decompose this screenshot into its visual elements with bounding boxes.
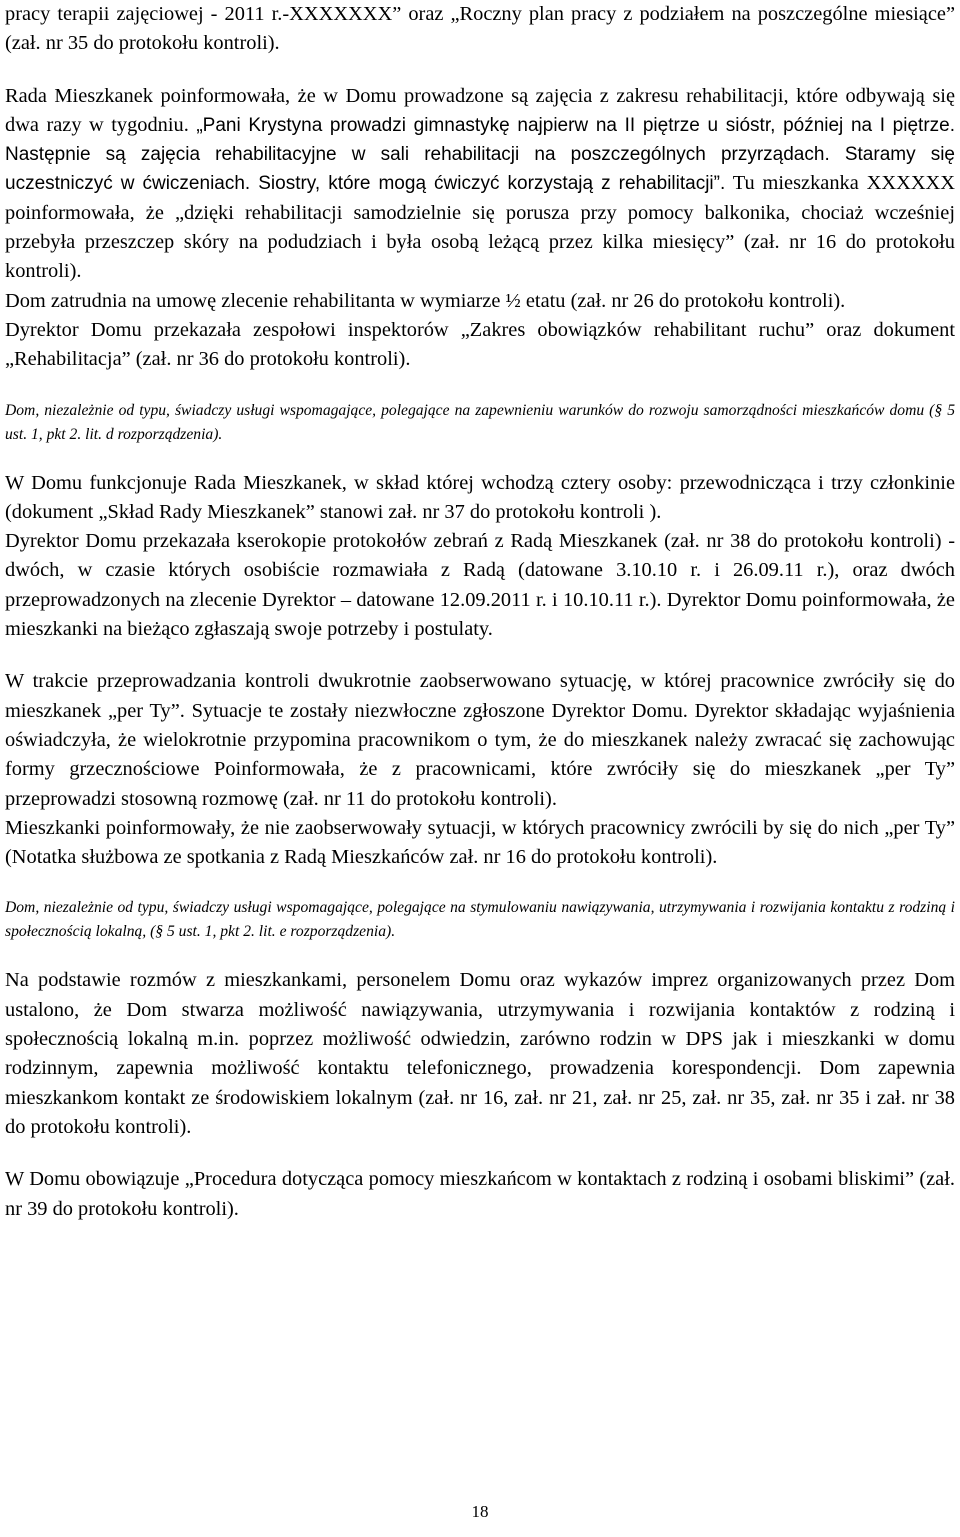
note-text: Dom, niezależnie od typu, świadczy usługi wspomagające, polegające na zapewnieniu warunków do rozwoju samorządności mieszkańców domu (§ 5 ust. 1, pkt 2. lit. d rozporządzenia). [5, 401, 955, 443]
paragraph-zakres-obowiazkow [5, 316, 955, 375]
paragraph-text: W trakcie przeprowadzania kontroli dwukrotnie zaobserwowano sytuację, w której pracownice zwróciły się do mieszkanek „per Ty”. Sytuacje te zostały niezwłoczne zgłoszone Dyrektor Domu. Dyrektor składając wyjaśnienia oświadczyła, że wielokrotnie przypomina pracownikom o tym, że do mieszkanek należy zwracać się zachowując formy grzecznościowe Poinformowała, że z pracownicami, które zwróciły się do mieszkanek „per Ty” przeprowadzi stosowną rozmowę (zał. nr 11 do protokołu kontroli). [5, 670, 955, 810]
paragraph-text: Mieszkanki poinformowały, że nie zaobserwowały sytuacji, w których pracownicy zwrócili by się do nich „per Ty” (Notatka służbowa ze spotkania z Radą Mieszkańców zał. nr 16 do protokołu kontroli). [5, 816, 955, 869]
quoted-statement: Następnie są zajęcia rehabilitacyjne w sali rehabilitacji na poszczególnych przyrządach. Staramy się uczestniczyć w ćwiczeniach. Siostry, które mogą ćwiczyć korzystają z rehabilitacji”. [5, 144, 955, 195]
paragraph-text: pracy terapii zajęciowej - 2011 r.-XXXXXXX” oraz „Roczny plan pracy z podziałem na poszczególne miesiące” (zał. nr 35 do protokołu kontroli). [5, 3, 955, 55]
note-text: Dom, niezależnie od typu, świadczy usługi wspomagające, polegające na stymulowaniu nawiązywania, utrzymywania i rozwijania kontaktu z rodziną i społecznością lokalną, (§ 5 ust. 1, pkt 2. lit. e rozporządzenia). [5, 899, 955, 941]
paragraph-per-ty [5, 667, 955, 813]
paragraph-text: Rada Mieszkanek poinformowała, że w Domu prowadzone są zajęcia z zakresu rehabilitacji, które odbywają się dwa razy w tygodniu. [5, 84, 955, 136]
paragraph-text: Tu mieszkanka XXXXXX poinformowała, że „dzięki rehabilitacji samodzielnie się porusza przy pomocy balkonika, chociaż wcześniej przebyła przeszczep skóry na podudziach i była osobą leżącą przez kilka miesięcy” (zał. nr 16 do protokołu kontroli). [5, 172, 955, 283]
paragraph-text: W Domu funkcjonuje Rada Mieszkanek, w skład której wchodzą cztery osoby: przewodnicząca i trzy członkinie (dokument „Skład Rady Mieszkanek” stanowi zał. nr 37 do protokołu kontroli ). [5, 471, 955, 523]
paragraph-text: W Domu obowiązuje „Procedura dotycząca pomocy mieszkańcom w kontaktach z rodziną i osobami bliskimi” (zał. nr 39 do protokołu kontroli). [5, 1168, 955, 1220]
document-page [5, 0, 955, 1224]
legal-note-samorzadnosc [5, 399, 955, 447]
paragraph-rehabilitant-etat [5, 287, 955, 316]
paragraph-plan-pracy [5, 0, 955, 59]
paragraph-text: Na podstawie rozmów z mieszkankami, personelem Domu oraz wykazów imprez organizowanych przez Dom ustalono, że Dom stwarza możliwość nawiązywania, utrzymywania i rozwijania kontaktów z rodziną i społecznością lokalną m.in. poprzez możliwość odwiedzin, zarówno rodzin w DPS jak i mieszkanki w domu rodzinnym, zapewnia możliwość kontaktu telefonicznego, prowadzenia korespondencji. Dom zapewnia mieszkankom kontakt ze środowiskiem lokalnym (zał. nr 16, zał. nr 21, zał. nr 25, zał. nr 35, zał. nr 35 i zał. nr 38 do protokołu kontroli). [5, 969, 955, 1138]
paragraph-kontakty-z-rodzina [5, 966, 955, 1142]
quoted-statement: „Pani Krystyna prowadzi gimnastykę najpierw na II piętrze u sióstr, później na I piętrze. [196, 114, 955, 136]
paragraph-rehabilitacja [5, 82, 955, 287]
paragraph-procedura [5, 1165, 955, 1224]
paragraph-text: Dom zatrudnia na umowę zlecenie rehabilitanta w wymiarze ½ etatu (zał. nr 26 do protokołu kontroli). [5, 289, 846, 312]
paragraph-protokoly-zebran [5, 527, 955, 644]
page-number: 18 [471, 1502, 489, 1521]
paragraph-text: Dyrektor Domu przekazała kserokopie protokołów zebrań z Radą Mieszkanek (zał. nr 38 do protokołu kontroli) - dwóch, w czasie których osobiście rozmawiała z Radą (datowane 3.10.10 r. i 26.09.11 r.), oraz dwóch przeprowadzonych na zlecenie Dyrektor – datowane 12.09.2011 r. i 10.10.11 r.). Dyrektor Domu poinformowała, że mieszkanki na bieżąco zgłaszają swoje potrzeby i postulaty. [5, 530, 955, 641]
legal-note-kontakty [5, 896, 955, 944]
paragraph-rada-mieszkanek [5, 469, 955, 528]
paragraph-text: Dyrektor Domu przekazała zespołowi inspektorów „Zakres obowiązków rehabilitant ruchu” oraz dokument „Rehabilitacja” (zał. nr 36 do protokołu kontroli). [5, 318, 955, 371]
paragraph-mieszkanki-poinformowaly [5, 814, 955, 873]
